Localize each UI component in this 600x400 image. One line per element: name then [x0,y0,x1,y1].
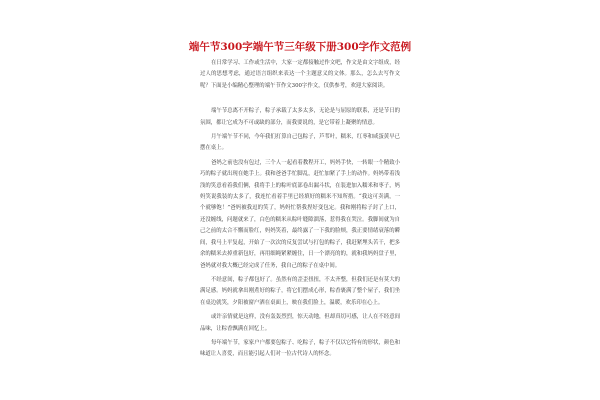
document-title: 端午节300字端午节三年级下册300字作文范例 [188,41,412,53]
body-paragraph: 不经意间，粽子都包好了。虽然有的歪歪扭扭，不太齐整，但我们还是有莫大的满足感。妈妈就拿出刚煮好的粽子，将它们摆成心形，粽香裹满了整个屋子，我们坐在桌边就笑，夕阳被窗户洒在桌面上，映在我们脸上，温暖，欢乐印在心上。 [200,276,400,306]
body-paragraph: 每年端午节，家家户户都要包粽子、吃粽子，粽子不仅以它特有的形状，颜色和味道让人喜爱，而且能引起人们对一位古代诗人的怀念。 [200,339,400,358]
document-body [200,58,400,364]
body-paragraph: 端午节总离不开粽子，粽子承载了太多太多，无论是与屈原的联系，还是节日的氛围，都让它成为不可或缺的部分，而我要说的，是它带着上凝聚的情意。 [200,108,400,126]
body-paragraph: 月午端午节不同，今年我们打算自己包粽子，芦苇叶，糯米，红枣和咸蛋黄早已摆在桌上。 [200,134,400,152]
intro-paragraph: 在日常学习、工作或生活中，大家一定都接触过作文吧，作文是由文字组成，经过人的思想考虑，通过语言组织来表达一个主题意义的文体。那么，怎么去写作文呢？下面是小编精心整理的端午节作文300字作文，仅供参考，欢迎大家阅读。 [200,60,400,89]
body-paragraph: 或许亲情就是这样，没有轰轰烈烈，惊天动地，但却真切可感，让人在不经意间品味，让粽香飘满在回忆上。 [200,314,400,332]
body-paragraph: 爸妈之前也没有包过，三个人一起看着教程开工，妈妈手快，一转眼一个精致小巧的粽子就出现在她手上。我和爸爸手忙脚乱，赶忙加紧了手上的动作。妈妈带着浅浅的笑意看着我们俩，我将手上的粽叶底部卷出漏斗状，在装进加入糯米和枣子，妈妈笑说我装的太多了，我连忙看着手里已经填好的糯米不知所措。“我这可卖满，一个就够饱！”爸妈被我逗的笑了，妈妈忙帮我捏好变包定。我和刚将粽子封了上口，还没缠线，问题就来了，白色的糯米从粽叶缝隙溜落，惹得我在哭泣。我脚间就为自己之前的太合不懈而脸红，妈妈笑着，最终露了一下我的脸颊，我正要情绪衰落的瞬间，我马上平复起，开始了一次次的反复尝试与打包的粽子，我赶紧埋头苦干，把多余的糯米去掉重新包好，再用细绳紧紧缠住，日一个漂亮的的，就和我妈妈盘子里，爸妈就对我大概已经完成了任务，我自己的粽子在桌中间。 [200,159,400,269]
